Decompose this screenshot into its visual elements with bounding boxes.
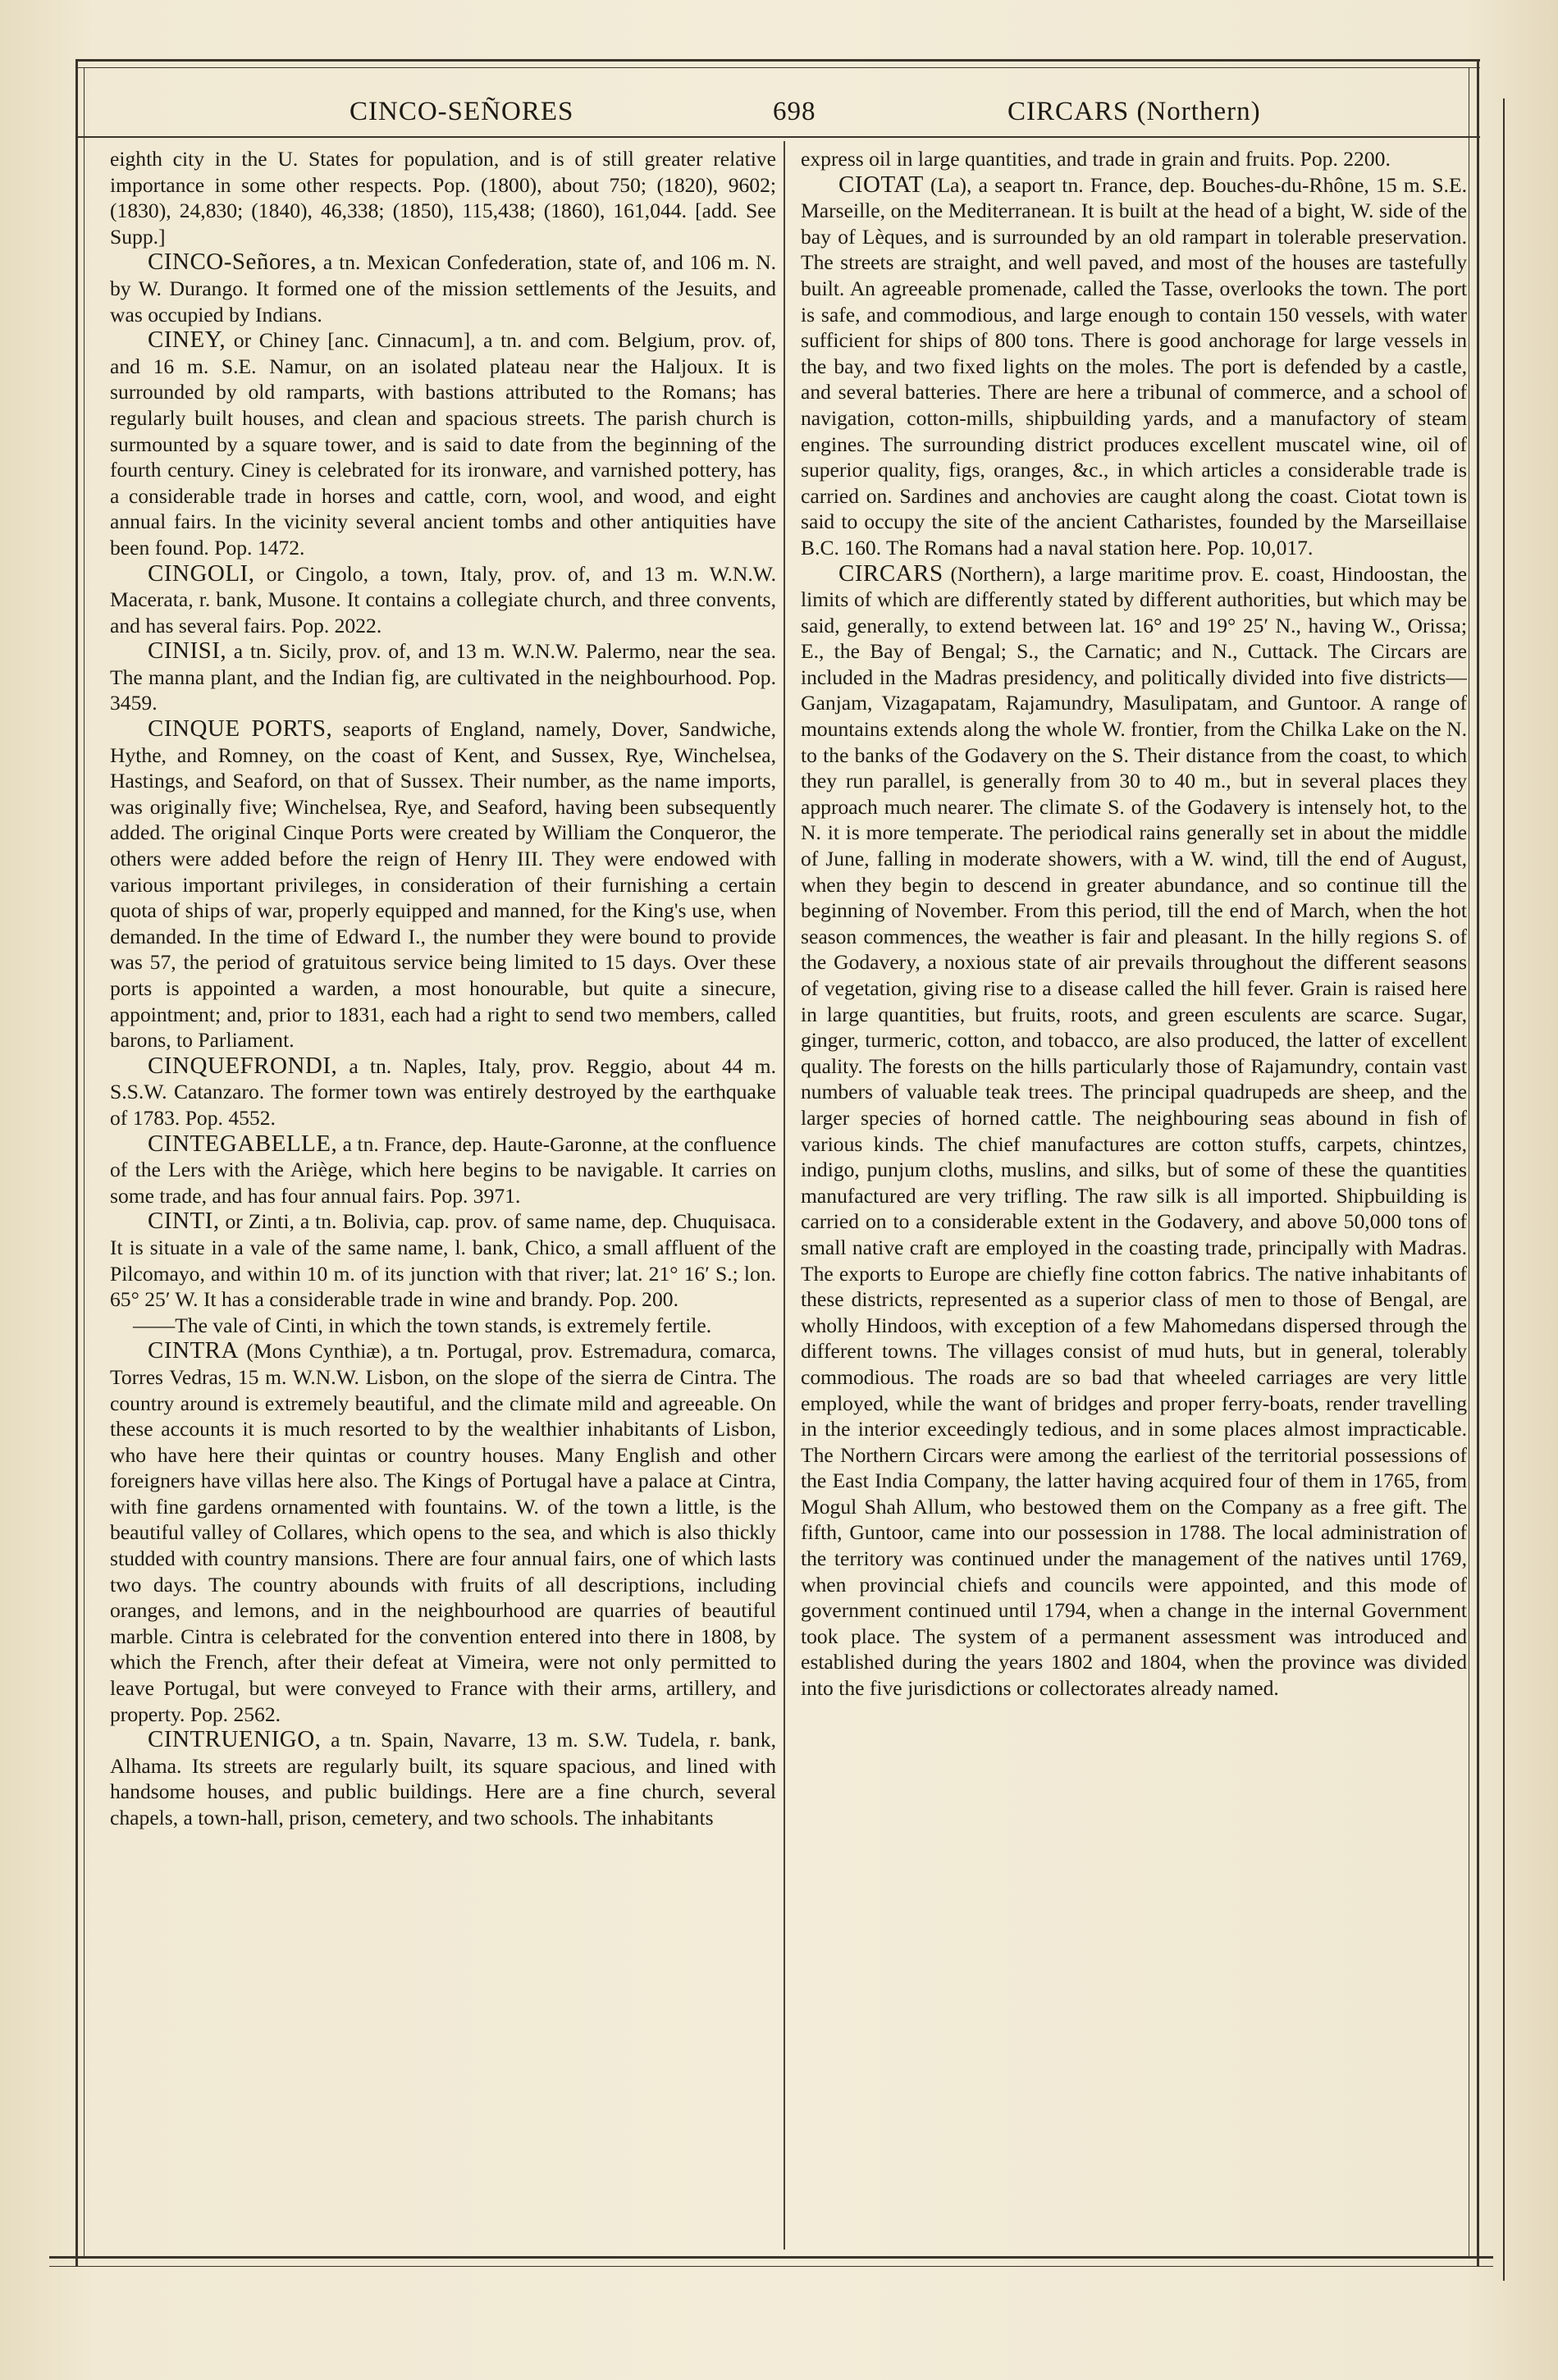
dictionary-entry: [110, 638, 776, 716]
left-column: [110, 146, 776, 2246]
outer-right-rule: [1503, 98, 1505, 2281]
entry-body: or Chiney [anc. Cinnacum], a tn. and com. Belgium, prov. of, and 16 m. S.E. Namur, on an isolated plateau near the Haljoux. It is surrounded by old ramparts, with bastions attributed to the Romans; has regularly built houses, and clean and spacious streets. The parish church is surmounted by a square tower, and is said to date from the beginning of the fourth century. Ciney is celebrated for its ironware, and varnished pottery, has a considerable trade in horses and cattle, corn, wool, and wood, and eight annual fairs. In the vicinity several ancient tombs and other antiquities have been found. Pop. 1472.: [110, 328, 776, 560]
entry-body: a tn. France, dep. Haute-Garonne, at the confluence of the Lers with the Ariège, which here begins to be navigable. It carries on some trade, and has four annual fairs. Pop. 3971.: [110, 1131, 776, 1208]
entry-body: seaports of England, namely, Dover, Sandwiche, Hythe, and Romney, on the coast of Kent, and Sussex, Rye, Winchelsea, Hastings, and Seaford, on that of Sussex. Their number, as the name imports, was originally five; Winchelsea, Rye, and Seaford, having been subsequently added. The original Cinque Ports were created by William the Conqueror, the others were added before the reign of Henry III. They were endowed with various important privileges, in consideration of their furnishing a certain quota of ships of war, properly equipped and manned, for the King's use, when demanded. In the time of Edward I., the number they were bound to provide was 57, the period of gratuitous service being limited to 15 days. Over these ports is appointed a warden, a most honourable, but quite a sinecure, appointment; and, prior to 1831, each had a right to send two members, called barons, to Parliament.: [110, 717, 776, 1053]
entry-headword: CINCO-Señores,: [148, 249, 317, 276]
entry-headword: CINTRA: [148, 1337, 239, 1364]
right-column: [801, 146, 1467, 2246]
top-rule: [75, 59, 1480, 62]
entry-body: eighth city in the U. States for population, and is of still greater relative importance in some other respects. Pop. (1800), about 750; (1820), 9602; (1830), 24,830; (1840), 46,338; (1850), 115,438; (1860), 161,044. [add. See Supp.]: [110, 147, 776, 249]
entry-headword: CINISI,: [148, 637, 227, 665]
entry-body: a tn. Mexican Confederation, state of, and 106 m. N. by W. Durango. It formed one of the mission settlements of the Jesuits, and was occupied by Indians.: [110, 250, 776, 327]
entry-headword: CINEY,: [148, 327, 226, 354]
dictionary-entry: [110, 327, 776, 560]
left-frame-rule: [75, 59, 78, 2266]
entry-text: [110, 1313, 776, 1339]
entry-headword: CINQUEFRONDI,: [148, 1052, 338, 1079]
left-running-headword: CINCO-SEÑORES: [350, 97, 574, 126]
dictionary-entry: [110, 249, 776, 327]
bottom-rule: [49, 2256, 1493, 2259]
dictionary-entry: [110, 561, 776, 639]
entry-headword: CINGOLI,: [148, 560, 255, 587]
left-frame-rule-inner: [84, 67, 85, 2258]
right-running-headword: CIRCARS (Northern): [1007, 97, 1261, 126]
top-rule-inner: [75, 67, 1480, 68]
dictionary-entry: [110, 1131, 776, 1209]
column-divider: [784, 141, 785, 2250]
dictionary-entry: [110, 1053, 776, 1131]
entry-body: or Zinti, a tn. Bolivia, cap. prov. of same name, dep. Chuquisaca. It is situate in a vale of the same name, l. bank, Chico, a small affluent of the Pilcomayo, and within 10 m. of its junction with that river; lat. 21° 16′ S.; lon. 65° 25′ W. It has a considerable trade in wine and brandy. Pop. 200.: [110, 1209, 776, 1312]
dictionary-entry: [110, 1208, 776, 1312]
entry-body: a tn. Spain, Navarre, 13 m. S.W. Tudela, r. bank, Alhama. Its streets are regularly built, its square spacious, and lined with handsome houses, and public buildings. Here are a fine church, several chapels, a town-hall, prison, cemetery, and two schools. The inhabitants: [110, 1728, 776, 1830]
bottom-rule-inner: [49, 2266, 1493, 2267]
entry-headword: CIRCARS: [838, 560, 943, 587]
entry-body: express oil in large quantities, and trade in grain and fruits. Pop. 2200.: [801, 147, 1391, 171]
entry-body: ——The vale of Cinti, in which the town stands, is extremely fertile.: [133, 1313, 712, 1337]
entry-body: a tn. Naples, Italy, prov. Reggio, about 44 m. S.S.W. Catanzaro. The former town was entirely destroyed by the earthquake of 1783. Pop. 4552.: [110, 1053, 776, 1130]
dictionary-entry: [110, 1727, 776, 1830]
dictionary-entry: [801, 172, 1467, 561]
entry-body: (Mons Cynthiæ), a tn. Portugal, prov. Estremadura, comarca, Torres Vedras, 15 m. W.N.W. Lisbon, on the slope of the sierra de Cintra. The country around is extremely beautiful, and the climate mild and agreeable. On these accounts it is much resorted to by the wealthier inhabitants of Lisbon, who have here their quintas or country houses. Many English and other foreigners have villas here also. The Kings of Portugal have a palace at Cintra, with fine gardens ornamented with fountains. W. of the town a little, is the beautiful valley of Collares, which opens to the sea, and which is also thickly studded with country mansions. There are four annual fairs, one of which lasts two days. The country abounds with fruits of all descriptions, including oranges, and lemons, and in the neighbourhood are quarries of beautiful marble. Cintra is celebrated for the convention entered into there in 1808, by which the French, after their defeat at Vimeira, were not only permitted to leave Portugal, but were conveyed to France with their arms, artillery, and property. Pop. 2562.: [110, 1339, 776, 1726]
entry-headword: CINTEGABELLE,: [148, 1130, 338, 1157]
entry-headword: CINTI,: [148, 1208, 220, 1235]
entry-body: a tn. Sicily, prov. of, and 13 m. W.N.W. Palermo, near the sea. The manna plant, and the Indian fig, are cultivated in the neighbourhood. Pop. 3459.: [110, 639, 776, 715]
dictionary-entry: [801, 561, 1467, 1702]
entry-headword: CINTRUENIGO,: [148, 1726, 322, 1753]
entry-body: or Cingolo, a town, Italy, prov. of, and 13 m. W.N.W. Macerata, r. bank, Musone. It contains a collegiate church, and three convents, and has several fairs. Pop. 2022.: [110, 561, 776, 637]
page-number: 698: [773, 97, 816, 126]
entry-body: (La), a seaport tn. France, dep. Bouches-du-Rhône, 15 m. S.E. Marseille, on the Mediterranean. It is built at the head of a bight, W. side of the bay of Lèques, and is surrounded by an old rampart in tolerable preservation. The streets are straight, and well paved, and most of the houses are tastefully built. An agreeable promenade, called the Tasse, overlooks the town. The port is safe, and commodious, and large enough to contain 150 vessels, with water sufficient for ships of 800 tons. There is good anchorage for large vessels in the bay, and two fixed lights on the moles. The port is defended by a castle, and several batteries. There are here a tribunal of commerce, and a school of navigation, cotton-mills, shipbuilding yards, and a manufactory of steam engines. The surrounding district produces excellent muscatel wine, oil of superior quality, figs, oranges, &c., in which articles a considerable trade is carried on. Sardines and anchovies are caught along the coast. Ciotat town is said to occupy the site of the ancient Catharistes, founded by the Marseillaise B.C. 160. The Romans had a naval station here. Pop. 10,017.: [801, 172, 1467, 560]
entry-text: [801, 146, 1467, 172]
entry-headword: CIOTAT: [838, 171, 924, 198]
right-frame-rule: [1477, 59, 1479, 2266]
running-header: [98, 92, 1452, 133]
dictionary-entry: [110, 1338, 776, 1727]
entry-headword: CINQUE PORTS,: [148, 715, 333, 742]
entry-text: [110, 146, 776, 249]
header-rule: [75, 136, 1480, 138]
entry-body: (Northern), a large maritime prov. E. coast, Hindoostan, the limits of which are differently stated by different authorities, but which may be said, generally, to extend between lat. 16° and 19° 25′ N., having W., Orissa; E., the Bay of Bengal; S., the Carnatic; and N., Cuttack. The Circars are included in the Madras presidency, and politically divided into five districts—Ganjam, Vizagapatam, Rajamundry, Masulipatam, and Guntoor. A range of mountains extends along the whole W. frontier, from the Chilka Lake on the N. to the banks of the Godavery on the S. Their distance from the coast, to which they run parallel, is generally from 30 to 40 m., but in several places they approach much nearer. The climate S. of the Godavery is intensely hot, to the N. it is more temperate. The periodical rains generally set in about the middle of June, falling in moderate showers, with a W. wind, till the end of August, when they begin to descend in greater abundance, and so continue till the beginning of November. From this period, till the end of March, when the hot season commences, the weather is fair and pleasant. In the hilly regions S. of the Godavery, a noxious state of air prevails throughout the different seasons of vegetation, giving rise to a disease called the hill fever. Grain is raised here in large quantities, but fruits, roots, and green esculents are scarce. Sugar, ginger, turmeric, cotton, and tobacco, are also produced, the latter of excellent quality. The forests on the hills particularly those of Rajamundry, contain vast numbers of valuable teak trees. The principal quadrupeds are sheep, and the larger species of horned cattle. The neighbouring seas abound in fish of various kinds. The chief manufactures are cotton stuffs, carpets, chintzes, indigo, punjum cloths, muslins, and silks, but of some of these the quantities manufactured are very trifling. The raw silk is all imported. Shipbuilding is carried on to a considerable extent in the Godavery, and above 50,000 tons of small native craft are employed in the coasting trade, principally with Madras. The exports to Europe are chiefly fine cotton fabrics. The native inhabitants of these districts, represented as a superior class of men to those of Bengal, are wholly Hindoos, with exception of a few Mahomedans dispersed through the different towns. The villages consist of mud huts, but in general, tolerably commodious. The roads are so bad that wheeled carriages are very little employed, while the want of bridges and proper ferry-boats, render travelling in the interior exceedingly tedious, and in some places almost impracticable. The Northern Circars were among the earliest of the territorial possessions of the East India Company, the latter having acquired four of them in 1765, from Mogul Shah Allum, who bestowed them on the Company as a free gift. The fifth, Guntoor, came into our possession in 1788. The local administration of the territory was continued under the management of the natives until 1769, when provincial chiefs and councils were appointed, and this mode of government continued until 1794, when a change in the internal Government took place. The system of a permanent assessment was introduced and established during the years 1802 and 1804, when the province was divided into the five jurisdictions or collectorates already named.: [801, 561, 1467, 1701]
dictionary-entry: [110, 716, 776, 1053]
